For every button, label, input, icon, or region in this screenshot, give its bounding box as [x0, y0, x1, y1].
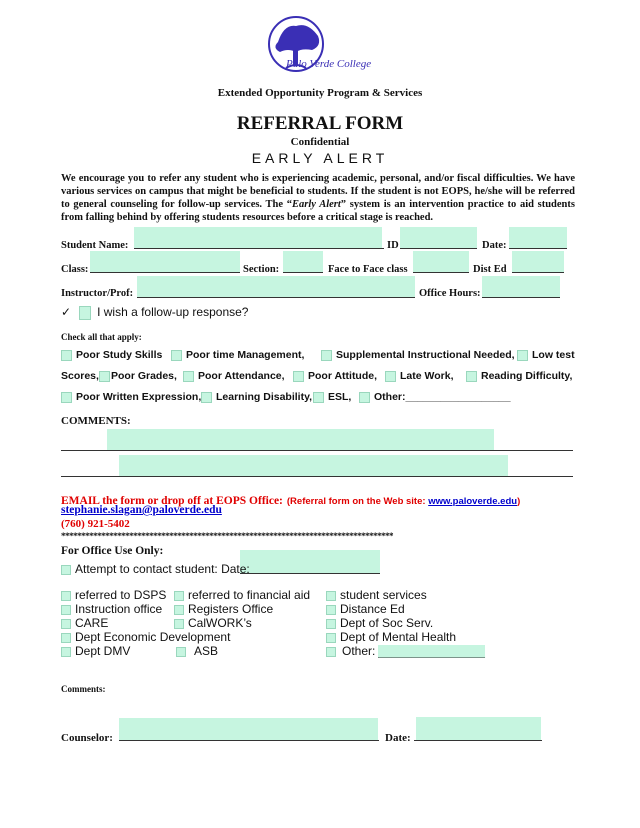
email-address-link[interactable]: stephanie.slagan@paloverde.edu [61, 504, 222, 516]
website-note: (Referral form on the Web site: www.paloverde.edu) [286, 496, 521, 507]
comments-heading: COMMENTS: [61, 415, 131, 427]
counselor-input[interactable] [119, 718, 378, 740]
followup-row [61, 305, 248, 320]
reason-reading[interactable]: Reading Difficulty, [466, 370, 572, 382]
checkbox[interactable] [326, 591, 336, 601]
reason-low-test[interactable]: Low test [517, 349, 575, 361]
comments-field-1[interactable] [107, 429, 494, 451]
instructor-input[interactable] [137, 276, 415, 298]
reason-supp-instr[interactable]: Supplemental Instructional Needed, [321, 349, 515, 361]
checkbox[interactable] [326, 633, 336, 643]
checkbox[interactable] [99, 371, 110, 382]
checkbox[interactable] [174, 605, 184, 615]
intro-paragraph: We encourage you to refer any student who is experiencing academic, personal, and/or fiscal difficulties. We have various services on campus that might be beneficial to students. If the student is not EOPS, he/she will be referred to general counseling for follow-up services. The “Early Alert” system is an intervention practice to aid students from falling behind by offering students resources before a critical stage is reached. [61, 173, 575, 223]
office-care[interactable]: CARE [61, 616, 108, 630]
reason-low-test-cont: Scores, [61, 370, 99, 382]
class-input[interactable] [90, 251, 240, 273]
office-hours-label: Office Hours: [419, 288, 481, 299]
checkbox[interactable] [61, 619, 71, 629]
student-name-label: Student Name: [61, 240, 129, 251]
confidential-label: Confidential [290, 136, 350, 148]
id-input[interactable] [400, 227, 477, 249]
office-calworks[interactable]: CalWORK’s [174, 616, 252, 630]
office-mental[interactable]: Dept of Mental Health [326, 630, 456, 644]
checkbox[interactable] [61, 591, 71, 601]
reason-esl[interactable]: ESL, [313, 391, 351, 403]
office-registers[interactable]: Registers Office [174, 602, 273, 616]
attempt-checkbox[interactable] [61, 565, 71, 575]
checkbox[interactable] [321, 350, 332, 361]
office-asb[interactable]: ASB [176, 644, 218, 658]
checkbox[interactable] [385, 371, 396, 382]
instructor-label: Instructor/Prof: [61, 288, 134, 299]
checkbox[interactable] [326, 605, 336, 615]
star-divider: *********************************************************************************** [61, 531, 393, 541]
office-soc-serv[interactable]: Dept of Soc Serv. [326, 616, 433, 630]
checkbox[interactable] [61, 392, 72, 403]
page-title: REFERRAL FORM [236, 113, 404, 134]
program-subtitle: Extended Opportunity Program & Services [217, 87, 423, 99]
bottom-comments-label: Comments: [61, 684, 106, 694]
checkmark-icon: ✓ [61, 305, 72, 319]
date-label: Date: [482, 240, 507, 251]
college-logo-text: Palo Verde College [286, 58, 372, 70]
checkbox[interactable] [201, 392, 212, 403]
checkbox[interactable] [176, 647, 186, 657]
website-link[interactable]: www.paloverde.edu [428, 496, 518, 507]
checkbox[interactable] [61, 647, 71, 657]
reason-poor-attitude[interactable]: Poor Attitude, [293, 370, 377, 382]
office-dmv[interactable]: Dept DMV [61, 644, 130, 658]
reason-learning[interactable]: Learning Disability, [201, 391, 312, 403]
checkbox[interactable] [293, 371, 304, 382]
reason-other[interactable]: Other:__________________ [359, 391, 511, 403]
checkbox[interactable] [517, 350, 528, 361]
attempt-contact-row[interactable]: Attempt to contact student: Date: [61, 562, 250, 576]
checkbox[interactable] [313, 392, 324, 403]
office-hours-input[interactable] [482, 276, 560, 298]
reason-late-work[interactable]: Late Work, [385, 370, 453, 382]
office-student-services[interactable]: student services [326, 588, 427, 602]
checkbox[interactable] [359, 392, 370, 403]
office-econ-dev[interactable]: Dept Economic Development [61, 630, 230, 644]
counselor-label: Counselor: [61, 732, 113, 744]
section-label: Section: [243, 264, 280, 275]
bottom-date-input[interactable] [416, 717, 541, 740]
followup-checkbox[interactable] [79, 306, 91, 320]
checkbox[interactable] [174, 619, 184, 629]
followup-label: I wish a follow-up response? [97, 305, 249, 319]
checkbox[interactable] [61, 633, 71, 643]
reason-poor-study[interactable]: Poor Study Skills [61, 349, 162, 361]
phone-number: (760) 921-5402 [61, 518, 130, 530]
face-to-face-input[interactable] [413, 251, 469, 273]
attempt-date-input[interactable] [240, 550, 380, 574]
office-instruction[interactable]: Instruction office [61, 602, 162, 616]
date-input[interactable] [509, 227, 567, 249]
id-label: ID [387, 240, 399, 251]
section-input[interactable] [283, 251, 323, 273]
early-alert-title: EARLY ALERT [251, 150, 389, 166]
office-other-input[interactable]: ________________ [378, 644, 486, 658]
dist-ed-label: Dist Ed [473, 264, 507, 275]
checkbox[interactable] [466, 371, 477, 382]
checkbox[interactable] [61, 350, 72, 361]
comments-field-2[interactable] [119, 455, 508, 477]
class-label: Class: [61, 264, 89, 275]
email-instruction: EMAIL the form or drop off at EOPS Office: (Referral form on the Web site: www.paloverde.edu) [61, 495, 521, 507]
office-distance[interactable]: Distance Ed [326, 602, 405, 616]
checkbox[interactable] [183, 371, 194, 382]
office-use-title: For Office Use Only: [61, 545, 164, 557]
check-all-label: Check all that apply: [61, 332, 142, 342]
office-dsps[interactable]: referred to DSPS [61, 588, 166, 602]
reason-poor-time[interactable]: Poor time Management, [171, 349, 304, 361]
reason-poor-written[interactable]: Poor Written Expression, [61, 391, 201, 403]
reason-poor-attendance[interactable]: Poor Attendance, [183, 370, 285, 382]
office-financial[interactable]: referred to financial aid [174, 588, 310, 602]
bottom-date-label: Date: [385, 732, 411, 744]
checkbox[interactable] [174, 591, 184, 601]
checkbox[interactable] [326, 647, 336, 657]
office-other[interactable]: Other: ________________ [326, 644, 485, 658]
face-to-face-label: Face to Face class [328, 264, 408, 275]
checkbox[interactable] [61, 605, 71, 615]
reason-poor-grades[interactable]: Poor Grades, [99, 370, 177, 382]
checkbox[interactable] [171, 350, 182, 361]
dist-ed-input[interactable] [512, 251, 564, 273]
checkbox[interactable] [326, 619, 336, 629]
student-name-input[interactable] [134, 227, 382, 249]
